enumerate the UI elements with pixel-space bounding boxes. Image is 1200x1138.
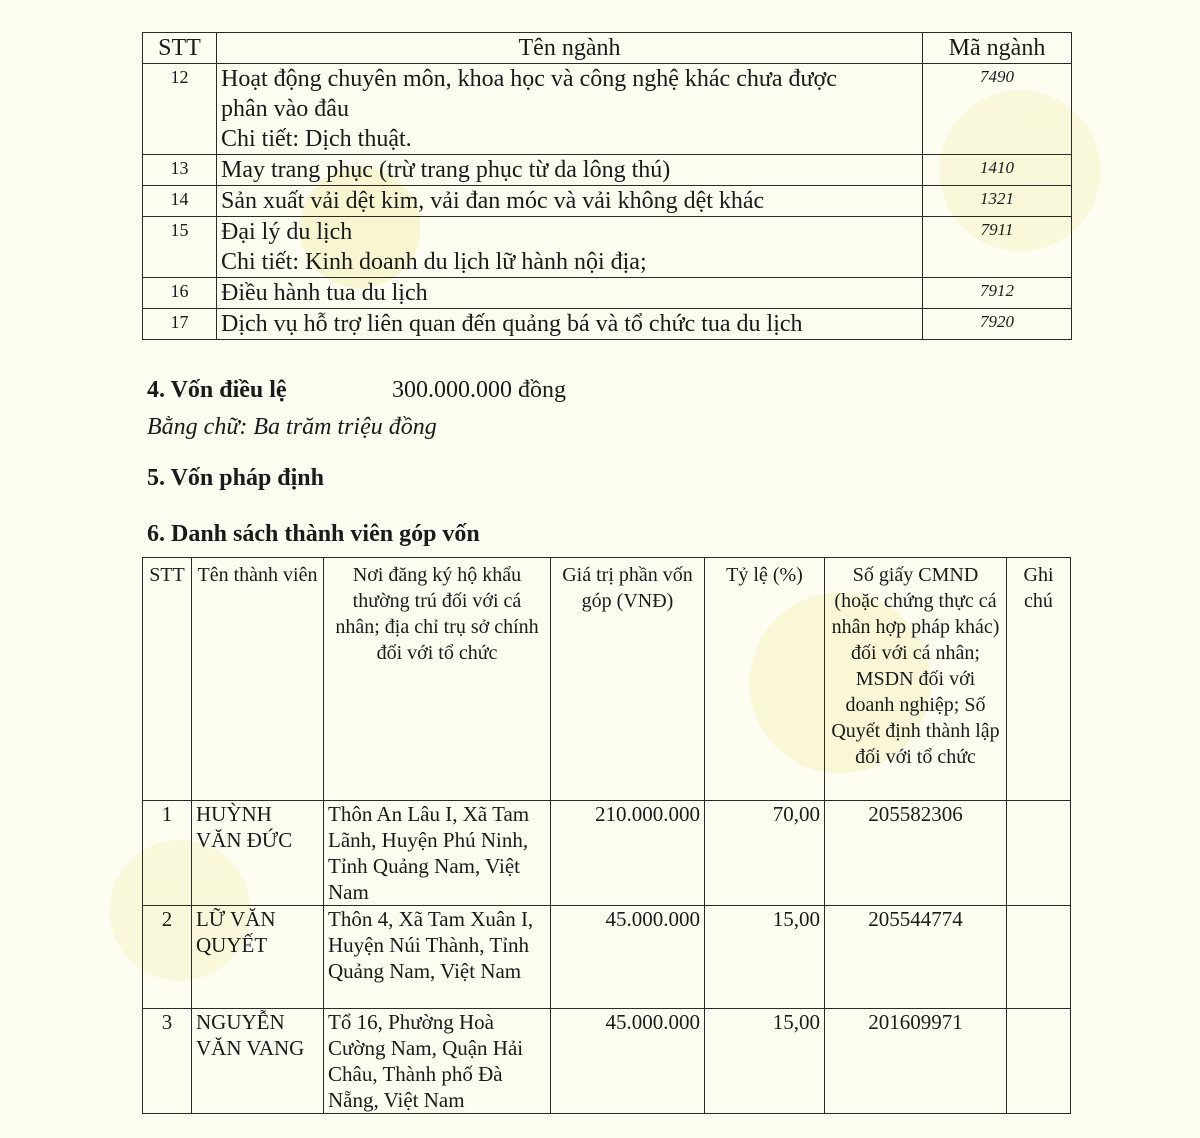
industry-line: Hoạt động chuyên môn, khoa học và công nghệ khác chưa được [221,66,837,92]
charter-capital-amount: 300.000.000 đồng [392,377,566,403]
row-industry-name [217,64,923,155]
table-row [143,217,1072,278]
member-id-number: 205582306 [825,801,1007,906]
industry-line: phân vào đâu [221,96,349,122]
industry-table [142,32,1072,340]
member-capital-value: 45.000.000 [551,906,705,1009]
member-stt: 3 [143,1009,192,1114]
row-stt: 14 [143,186,217,217]
header-stt: STT [143,33,217,64]
header-capital-value: Giá trị phần vốn góp (VNĐ) [551,558,705,801]
row-industry-code: 7490 [923,64,1072,155]
members-heading: 6. Danh sách thành viên góp vốn [147,521,480,547]
member-address: Tổ 16, Phường Hoà Cường Nam, Quận Hải Châu, Thành phố Đà Nẵng, Việt Nam [324,1009,551,1114]
member-id-number: 201609971 [825,1009,1007,1114]
table-row [143,186,1072,217]
member-id-number: 205544774 [825,906,1007,1009]
row-industry-name [217,278,923,309]
header-ratio: Tỷ lệ (%) [705,558,825,801]
table-row [143,801,1071,906]
member-ratio: 15,00 [705,1009,825,1114]
member-address: Thôn An Lâu I, Xã Tam Lãnh, Huyện Phú Ninh, Tỉnh Quảng Nam, Việt Nam [324,801,551,906]
member-name: LỮ VĂN QUYẾT [192,906,324,1009]
row-stt: 12 [143,64,217,155]
member-note [1007,1009,1071,1114]
row-industry-name [217,155,923,186]
table-row [143,309,1072,340]
member-name: HUỲNH VĂN ĐỨC [192,801,324,906]
member-capital-value: 45.000.000 [551,1009,705,1114]
industry-header-row [143,33,1072,64]
table-row [143,278,1072,309]
industry-line: Chi tiết: Kinh doanh du lịch lữ hành nội địa; [221,249,647,275]
member-ratio: 15,00 [705,906,825,1009]
row-industry-code: 1321 [923,186,1072,217]
member-capital-value: 210.000.000 [551,801,705,906]
industry-line: May trang phục (trừ trang phục từ da lông thú) [221,157,671,183]
industry-line: Điều hành tua du lịch [221,280,428,306]
row-stt: 15 [143,217,217,278]
row-industry-code: 7911 [923,217,1072,278]
header-note: Ghi chú [1007,558,1071,801]
row-industry-code: 7920 [923,309,1072,340]
member-note [1007,801,1071,906]
header-industry-code: Mã ngành [923,33,1072,64]
row-industry-code: 1410 [923,155,1072,186]
charter-capital-heading: 4. Vốn điều lệ [147,377,287,403]
table-row [143,64,1072,155]
industry-line: Chi tiết: Dịch thuật. [221,126,412,152]
industry-line: Dịch vụ hỗ trợ liên quan đến quảng bá và tổ chức tua du lịch [221,311,803,337]
header-stt: STT [143,558,192,801]
row-industry-name [217,217,923,278]
row-industry-name [217,309,923,340]
row-stt: 16 [143,278,217,309]
member-stt: 1 [143,801,192,906]
row-stt: 17 [143,309,217,340]
charter-capital-in-words: Bằng chữ: Ba trăm triệu đồng [147,414,437,440]
row-industry-code: 7912 [923,278,1072,309]
row-stt: 13 [143,155,217,186]
legal-capital-heading: 5. Vốn pháp định [147,465,324,491]
industry-line: Sản xuất vải dệt kim, vải đan móc và vải không dệt khác [221,188,765,214]
table-row [143,1009,1071,1114]
members-table [142,557,1071,1114]
table-row [143,155,1072,186]
member-name: NGUYỄN VĂN VANG [192,1009,324,1114]
member-ratio: 70,00 [705,801,825,906]
members-header-row [143,558,1071,801]
industry-line: Đại lý du lịch [221,219,353,245]
table-row [143,906,1071,1009]
header-industry-name: Tên ngành [217,33,923,64]
header-address: Nơi đăng ký hộ khẩu thường trú đối với cá nhân; địa chỉ trụ sở chính đối với tổ chức [324,558,551,801]
member-address: Thôn 4, Xã Tam Xuân I, Huyện Núi Thành, Tỉnh Quảng Nam, Việt Nam [324,906,551,1009]
member-stt: 2 [143,906,192,1009]
header-id-number: Số giấy CMND (hoặc chứng thực cá nhân hợp pháp khác) đối với cá nhân; MSDN đối với doanh nghiệp; Số Quyết định thành lập đối với tổ chức [825,558,1007,801]
member-note [1007,906,1071,1009]
row-industry-name [217,186,923,217]
header-member-name: Tên thành viên [192,558,324,801]
